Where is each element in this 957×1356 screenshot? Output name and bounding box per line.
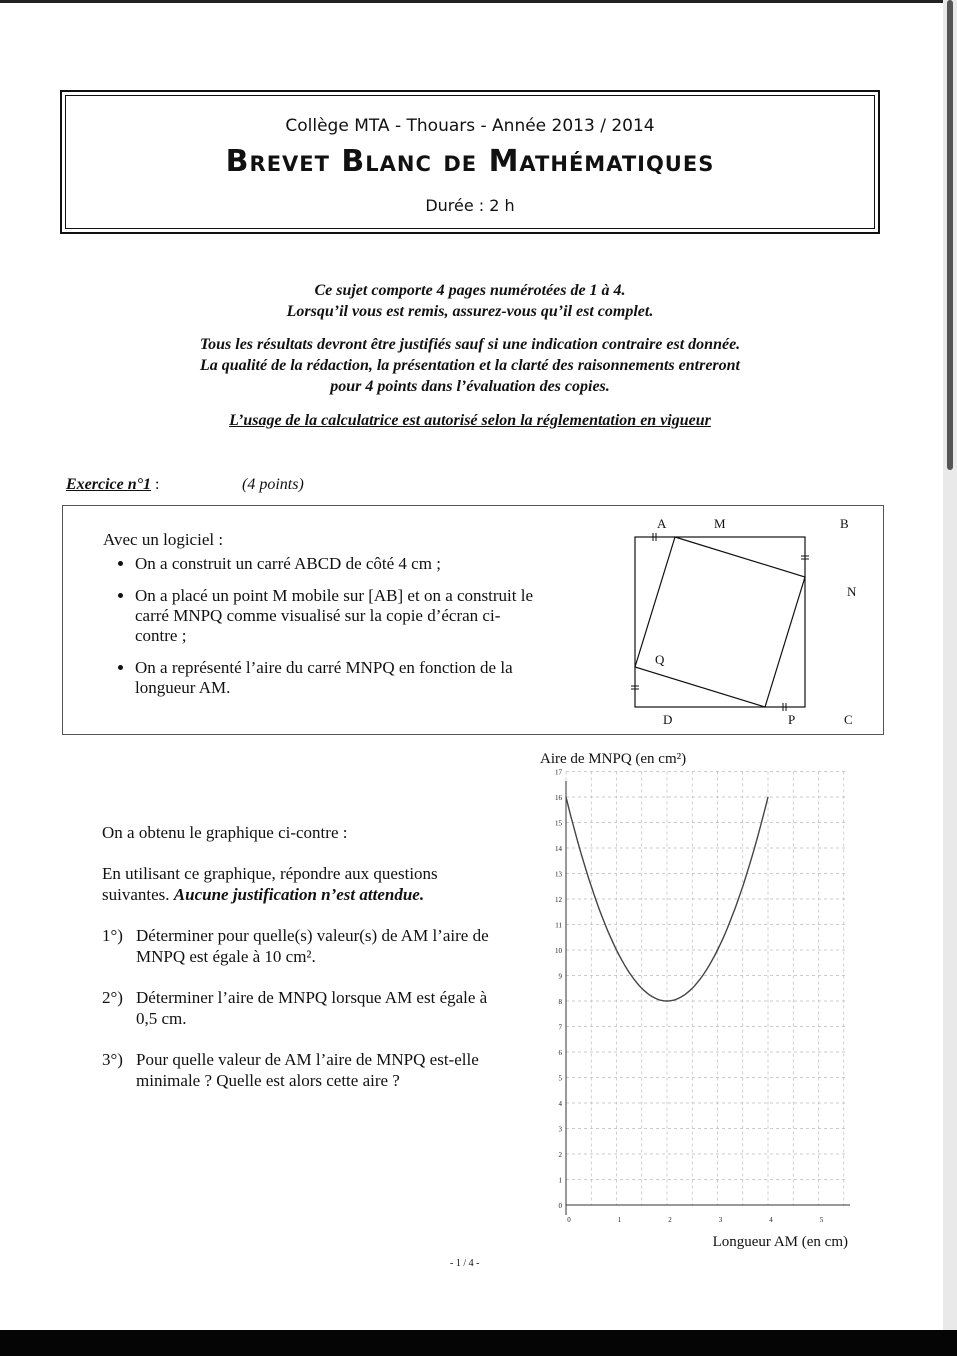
instruction-line: pour 4 points dans l’évaluation des copies.: [330, 378, 610, 395]
questions-area: [102, 822, 502, 1111]
point-label-q: Q: [655, 652, 665, 667]
page-title: Brevet Blanc de Mathématiques: [225, 144, 715, 179]
x-tick-label: 0: [567, 1216, 571, 1224]
x-tick-label: 3: [718, 1216, 723, 1224]
page-number: - 1 / 4 -: [450, 1258, 480, 1269]
questions-intro-emph: Aucune justification n’est attendue.: [173, 885, 425, 904]
exercise-colon: :: [151, 476, 160, 493]
instruction-line: La qualité de la rédaction, la présentation et la clarté des raisonnements entreront: [199, 357, 740, 374]
exercise-intro: Avec un logiciel :: [103, 530, 224, 549]
chart-ylabel: Aire de MNPQ (en cm²): [540, 751, 687, 767]
point-label-d: D: [663, 712, 673, 727]
point-label-a: A: [657, 516, 667, 531]
exercise-box: [62, 505, 884, 735]
question-text: Déterminer l’aire de MNPQ lorsque AM est égale à 0,5 cm.: [136, 988, 488, 1028]
question-text: Pour quelle valeur de AM l’aire de MNPQ est-elle minimale ? Quelle est alors cette aire ?: [136, 1050, 479, 1090]
bottom-bar: [0, 1330, 957, 1356]
y-tick-label: 8: [558, 998, 562, 1006]
list-item: • On a placé un point M mobile sur [AB] et on a construit le carré MNPQ comme visualisé sur la copie d’écran ci-contre ;: [135, 586, 535, 646]
square-figure: [583, 510, 873, 730]
title-box: [60, 90, 880, 234]
point-label-c: C: [844, 712, 853, 727]
y-tick-label: 6: [558, 1049, 562, 1057]
questions-intro-text: En utilisant ce graphique, répondre aux questions suivantes.: [102, 864, 438, 904]
scrollbar-thumb[interactable]: [947, 0, 953, 470]
question-3: [102, 1049, 502, 1091]
list-item: • On a représenté l’aire du carré MNPQ en fonction de la longueur AM.: [135, 658, 535, 698]
chart-y-ticks: [555, 769, 563, 1211]
y-tick-label: 7: [558, 1023, 562, 1032]
y-tick-label: 12: [555, 896, 562, 904]
square-abcd: [635, 537, 805, 707]
exercise-points: (4 points): [242, 476, 304, 493]
y-tick-label: 17: [555, 768, 562, 777]
y-tick-label: 4: [558, 1100, 562, 1108]
y-tick-label: 9: [558, 972, 562, 981]
chart-xlabel: Longueur AM (en cm): [712, 1234, 848, 1250]
y-tick-label: 14: [555, 845, 562, 853]
square-mnpq: [635, 537, 805, 707]
x-tick-label: 4: [769, 1216, 773, 1224]
y-tick-label: 0: [558, 1202, 562, 1210]
question-1: [102, 925, 502, 967]
instruction-line: Tous les résultats devront être justifiés sauf si une indication contraire est donnée.: [199, 336, 741, 353]
chart-grid: [566, 772, 846, 1206]
duration: Durée : 2 h: [425, 196, 515, 215]
y-tick-label: 10: [555, 947, 562, 955]
y-tick-label: 2: [558, 1151, 562, 1159]
calculator-rule: L’usage de la calculatrice est autorisé selon la réglementation en vigueur: [229, 412, 711, 429]
point-label-b: B: [840, 516, 849, 531]
school-line: Collège MTA - Thouars - Année 2013 / 2014: [285, 116, 655, 136]
y-tick-label: 3: [558, 1125, 562, 1134]
y-tick-label: 1: [558, 1176, 562, 1185]
point-label-m: M: [714, 516, 726, 531]
point-label-n: N: [847, 584, 857, 599]
question-text: Déterminer pour quelle(s) valeur(s) de AM l’aire de MNPQ est égale à 10 cm².: [136, 926, 489, 966]
x-tick-label: 2: [668, 1216, 672, 1224]
instructions-calculator: [60, 410, 880, 431]
y-tick-label: 15: [555, 819, 562, 828]
instruction-line: Ce sujet comporte 4 pages numérotées de 1 à 4.: [314, 282, 626, 299]
y-tick-label: 5: [558, 1074, 562, 1083]
question-number: 3°): [102, 1050, 123, 1069]
exercise-heading: [66, 476, 304, 494]
point-label-p: P: [788, 712, 796, 727]
question-number: 2°): [102, 988, 123, 1007]
y-tick-label: 16: [555, 794, 562, 802]
instructions-results: [60, 334, 880, 397]
question-number: 1°): [102, 926, 123, 945]
y-tick-label: 11: [555, 921, 562, 930]
list-item: • On a construit un carré ABCD de côté 4 cm ;: [135, 554, 535, 574]
exercise-bullets: [103, 554, 535, 710]
area-chart: [530, 745, 860, 1255]
scrollbar[interactable]: [943, 0, 957, 1330]
instructions-pages: [60, 280, 880, 322]
exercise-label: Exercice n°1: [66, 476, 152, 493]
top-border: [0, 0, 957, 3]
instruction-line: Lorsqu’il vous est remis, assurez-vous qu’il est complet.: [286, 303, 654, 320]
y-tick-label: 13: [555, 870, 562, 879]
x-tick-label: 1: [617, 1216, 622, 1224]
questions-intro: [102, 863, 502, 905]
chart-x-ticks: [567, 1216, 824, 1224]
x-tick-label: 5: [819, 1216, 824, 1224]
question-2: [102, 987, 502, 1029]
graph-intro: On a obtenu le graphique ci-contre :: [102, 823, 348, 842]
